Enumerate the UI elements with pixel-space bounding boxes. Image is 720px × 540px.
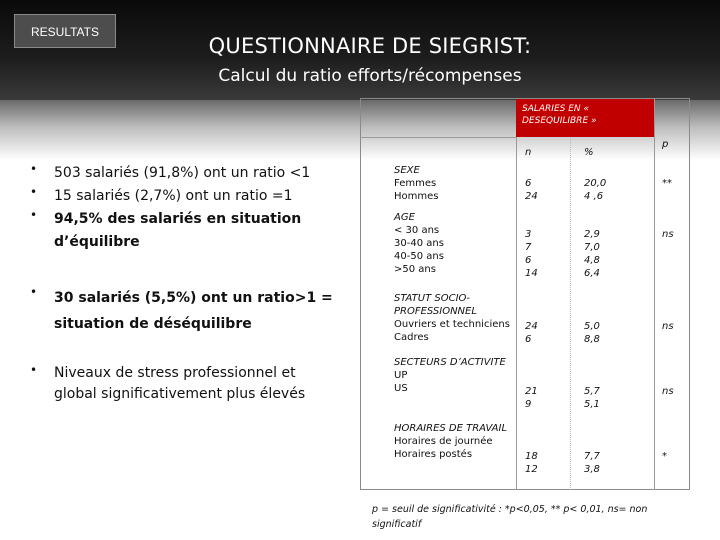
section-title: SECTEURS D’ACTIVITE	[394, 357, 506, 368]
pct-value: 5,7	[584, 386, 600, 397]
n-values	[525, 320, 538, 346]
section-title: SEXE	[394, 165, 420, 176]
section-title: STATUT SOCIO-PROFESSIONNEL	[394, 293, 477, 317]
n-value: 14	[525, 268, 538, 279]
p-value: **	[662, 178, 672, 189]
section-label	[394, 211, 512, 276]
bullet-text: 30 salariés (5,5%) ont un ratio>1 = situation de déséquilibre	[54, 290, 333, 332]
pct-value: 5,0	[584, 321, 600, 332]
category-label: US	[394, 383, 408, 394]
n-value: 24	[525, 191, 538, 202]
table-divider	[570, 137, 571, 490]
pct-value: 8,8	[584, 334, 600, 345]
category-label: Cadres	[394, 332, 429, 343]
pct-values	[584, 177, 606, 203]
pct-values	[584, 385, 600, 411]
category-label: Ouvriers et techniciens	[394, 319, 510, 330]
bullet-text: 15 salariés (2,7%) ont un ratio =1	[54, 188, 293, 204]
p-value: ns	[662, 386, 674, 397]
n-value: 12	[525, 464, 538, 475]
n-value: 9	[525, 399, 532, 410]
category-label: 40-50 ans	[394, 251, 444, 262]
category-label: 30-40 ans	[394, 238, 444, 249]
page-title: QUESTIONNAIRE DE SIEGRIST:	[208, 34, 532, 58]
category-label: >50 ans	[394, 264, 436, 275]
col-header-p: p	[662, 139, 669, 150]
category-label: Horaires postés	[394, 449, 473, 460]
header-group-cell: SALARIES EN « DESEQUILIBRE »	[516, 99, 654, 137]
pct-values	[584, 228, 600, 280]
n-value: 7	[525, 242, 532, 253]
table-divider	[360, 137, 516, 138]
pct-value: 7,7	[584, 451, 600, 462]
bullet-dot: •	[30, 208, 38, 222]
bullet-dot: •	[30, 185, 38, 199]
section-label	[394, 422, 512, 461]
n-value: 18	[525, 451, 538, 462]
bullet-text: Niveaux de stress professionnel et global significativement plus élevés	[54, 365, 306, 402]
pct-value: 2,9	[584, 229, 600, 240]
section-label	[394, 292, 514, 344]
bullet-dot: •	[30, 285, 38, 299]
category-label: Horaires de journée	[394, 436, 493, 447]
n-value: 6	[525, 334, 532, 345]
table-divider	[654, 98, 655, 490]
category-label: < 30 ans	[394, 225, 440, 236]
n-values	[525, 385, 538, 411]
section-label	[394, 356, 512, 395]
pct-value: 4,8	[584, 255, 600, 266]
n-value: 6	[525, 255, 532, 266]
col-header-pct: %	[584, 147, 594, 158]
p-value: ns	[662, 229, 674, 240]
n-value: 3	[525, 229, 532, 240]
pct-value: 4 ,6	[584, 191, 604, 202]
section-tab[interactable]: RESULTATS	[14, 14, 116, 48]
page-subtitle: Calcul du ratio efforts/récompenses	[218, 66, 522, 86]
section-title: AGE	[394, 212, 415, 223]
bullet-text: 94,5% des salariés en situation d’équilibre	[54, 211, 302, 250]
category-label: Hommes	[394, 191, 439, 202]
n-value: 24	[525, 321, 538, 332]
section-label	[394, 164, 512, 203]
p-value: *	[662, 451, 667, 462]
pct-values	[584, 320, 600, 346]
n-value: 6	[525, 178, 532, 189]
bullet-dot: •	[30, 162, 38, 176]
n-values	[525, 450, 538, 476]
n-values	[525, 177, 538, 203]
n-value: 21	[525, 386, 538, 397]
p-value: ns	[662, 321, 674, 332]
table-divider	[516, 98, 517, 490]
pct-value: 3,8	[584, 464, 600, 475]
pct-values	[584, 450, 600, 476]
pct-value: 20,0	[584, 178, 607, 189]
pct-value: 5,1	[584, 399, 600, 410]
col-header-n: n	[525, 147, 532, 158]
pct-value: 6,4	[584, 268, 600, 279]
table-footnote: p = seuil de significativité : *p<0,05, ** p< 0,01, ns= non significatif	[372, 504, 648, 530]
bullet-text: 503 salariés (91,8%) ont un ratio <1	[54, 165, 311, 181]
section-title: HORAIRES DE TRAVAIL	[394, 423, 508, 434]
pct-value: 7,0	[584, 242, 600, 253]
n-values	[525, 228, 538, 280]
category-label: Femmes	[394, 178, 437, 189]
bullet-dot: •	[30, 363, 38, 377]
category-label: UP	[394, 370, 408, 381]
